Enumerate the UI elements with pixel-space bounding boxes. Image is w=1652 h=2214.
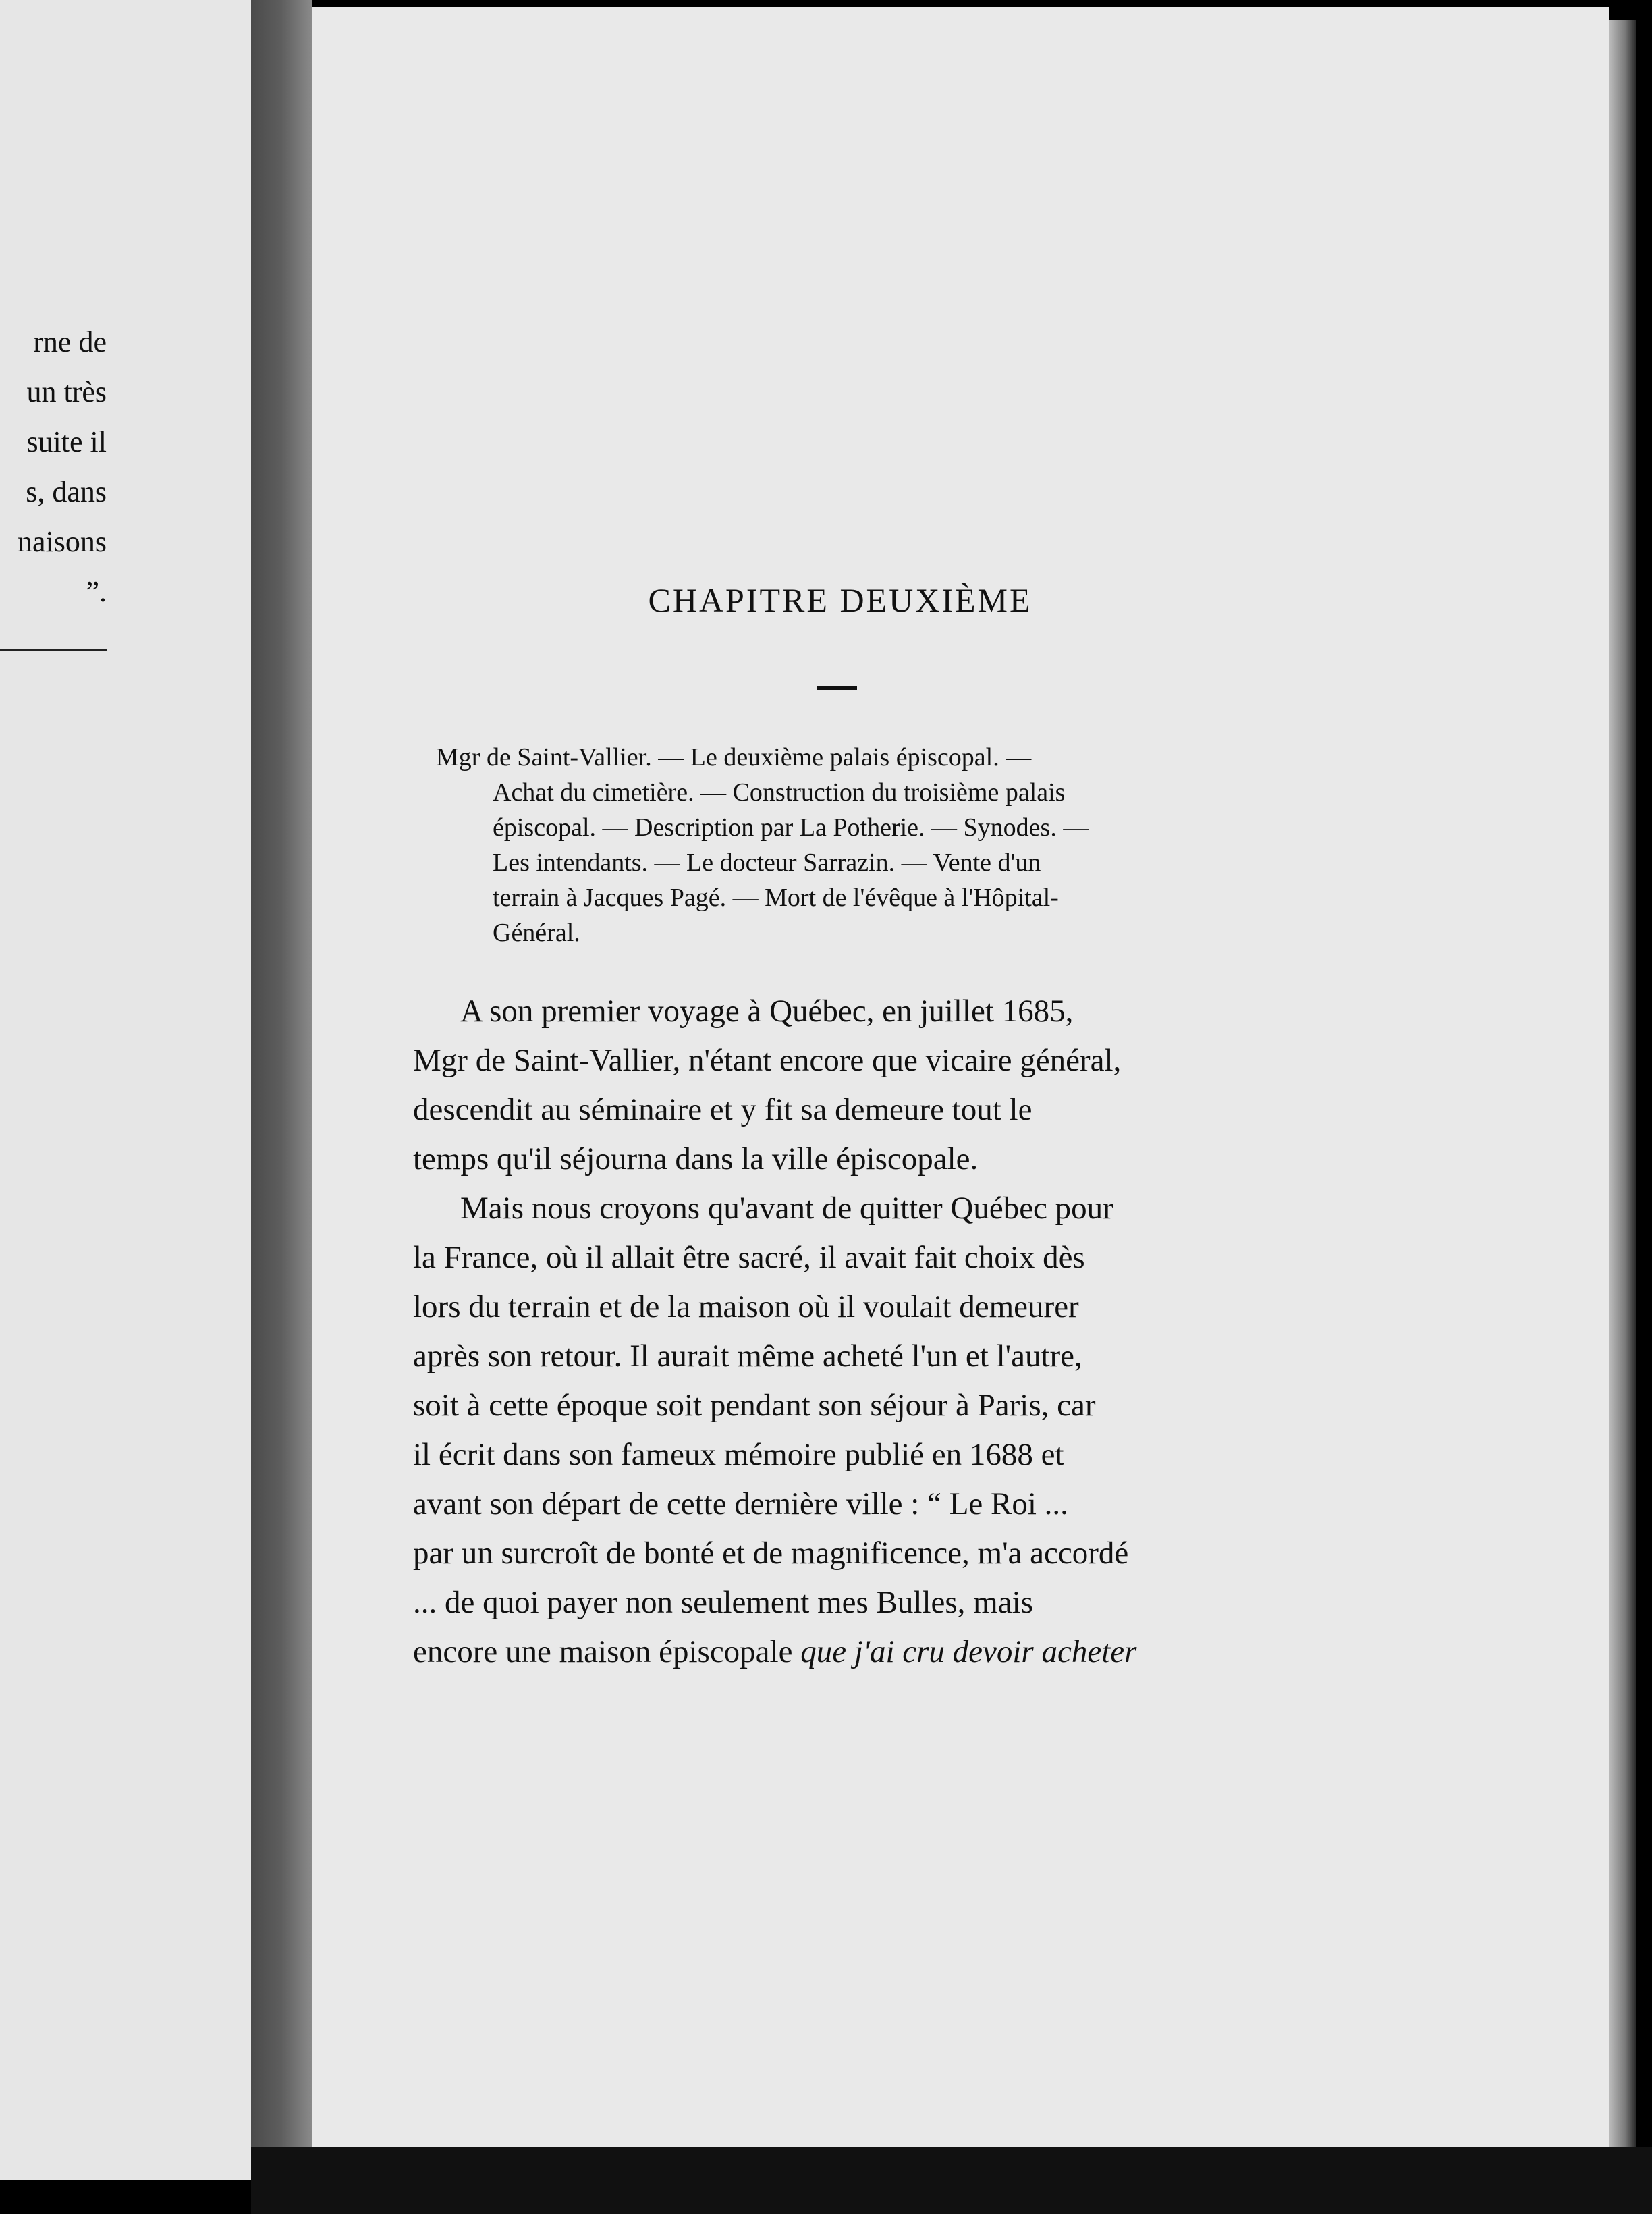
bottom-shadow bbox=[251, 2146, 1652, 2214]
chapter-summary bbox=[436, 740, 1239, 950]
body-line: temps qu'il séjourna dans la ville épiscopale. bbox=[413, 1141, 979, 1177]
left-page bbox=[0, 0, 251, 2180]
body-line: par un surcroît de bonté et de magnificence, m'a accordé bbox=[413, 1536, 1129, 1571]
summary-line: Achat du cimetière. — Construction du troisième palais bbox=[493, 778, 1066, 807]
left-page-rule bbox=[0, 649, 107, 651]
body-line: soit à cette époque soit pendant son séjour à Paris, car bbox=[413, 1388, 1096, 1423]
left-line: un très bbox=[26, 375, 107, 408]
body-line: descendit au séminaire et y fit sa demeure tout le bbox=[413, 1092, 1032, 1127]
left-line: suite il bbox=[26, 425, 107, 458]
body-line: la France, où il allait être sacré, il avait fait choix dès bbox=[413, 1240, 1085, 1275]
body-line: ... de quoi payer non seulement mes Bulles, mais bbox=[413, 1585, 1033, 1620]
chapter-separator bbox=[817, 686, 857, 690]
body-line bbox=[413, 1627, 1231, 1677]
summary-line: Général. bbox=[493, 919, 580, 947]
body-line-italic: que j'ai cru devoir acheter bbox=[800, 1634, 1137, 1669]
body-line: Mais nous croyons qu'avant de quitter Québec pour bbox=[460, 1191, 1113, 1226]
book-gutter bbox=[251, 0, 312, 2146]
body-line: lors du terrain et de la maison où il voulait demeurer bbox=[413, 1289, 1079, 1324]
left-page-text bbox=[0, 317, 107, 617]
left-line: s, dans bbox=[26, 475, 107, 508]
page-edge bbox=[1609, 20, 1636, 2160]
body-line: Mgr de Saint-Vallier, n'étant encore que vicaire général, bbox=[413, 1043, 1122, 1078]
left-line: rne de bbox=[33, 325, 107, 358]
summary-line: terrain à Jacques Pagé. — Mort de l'évêque à l'Hôpital- bbox=[493, 884, 1059, 912]
summary-line: Mgr de Saint-Vallier. — Le deuxième palais épiscopal. — bbox=[436, 743, 1032, 772]
body-line: il écrit dans son fameux mémoire publié en 1688 et bbox=[413, 1437, 1064, 1472]
body-line: avant son départ de cette dernière ville : “ Le Roi ... bbox=[413, 1486, 1068, 1521]
body-line-plain: encore une maison épiscopale bbox=[413, 1634, 801, 1669]
body-text bbox=[413, 987, 1231, 1677]
left-line: ”. bbox=[86, 575, 107, 608]
summary-line: Les intendants. — Le docteur Sarrazin. — Vente d'un bbox=[493, 848, 1041, 877]
left-line: naisons bbox=[18, 525, 107, 558]
body-line: après son retour. Il aurait même acheté l'un et l'autre, bbox=[413, 1339, 1082, 1374]
body-line: A son premier voyage à Québec, en juillet 1685, bbox=[460, 994, 1074, 1029]
summary-line: épiscopal. — Description par La Potherie. — Synodes. — bbox=[493, 813, 1089, 842]
chapter-title: CHAPITRE DEUXIÈME bbox=[648, 581, 1032, 619]
